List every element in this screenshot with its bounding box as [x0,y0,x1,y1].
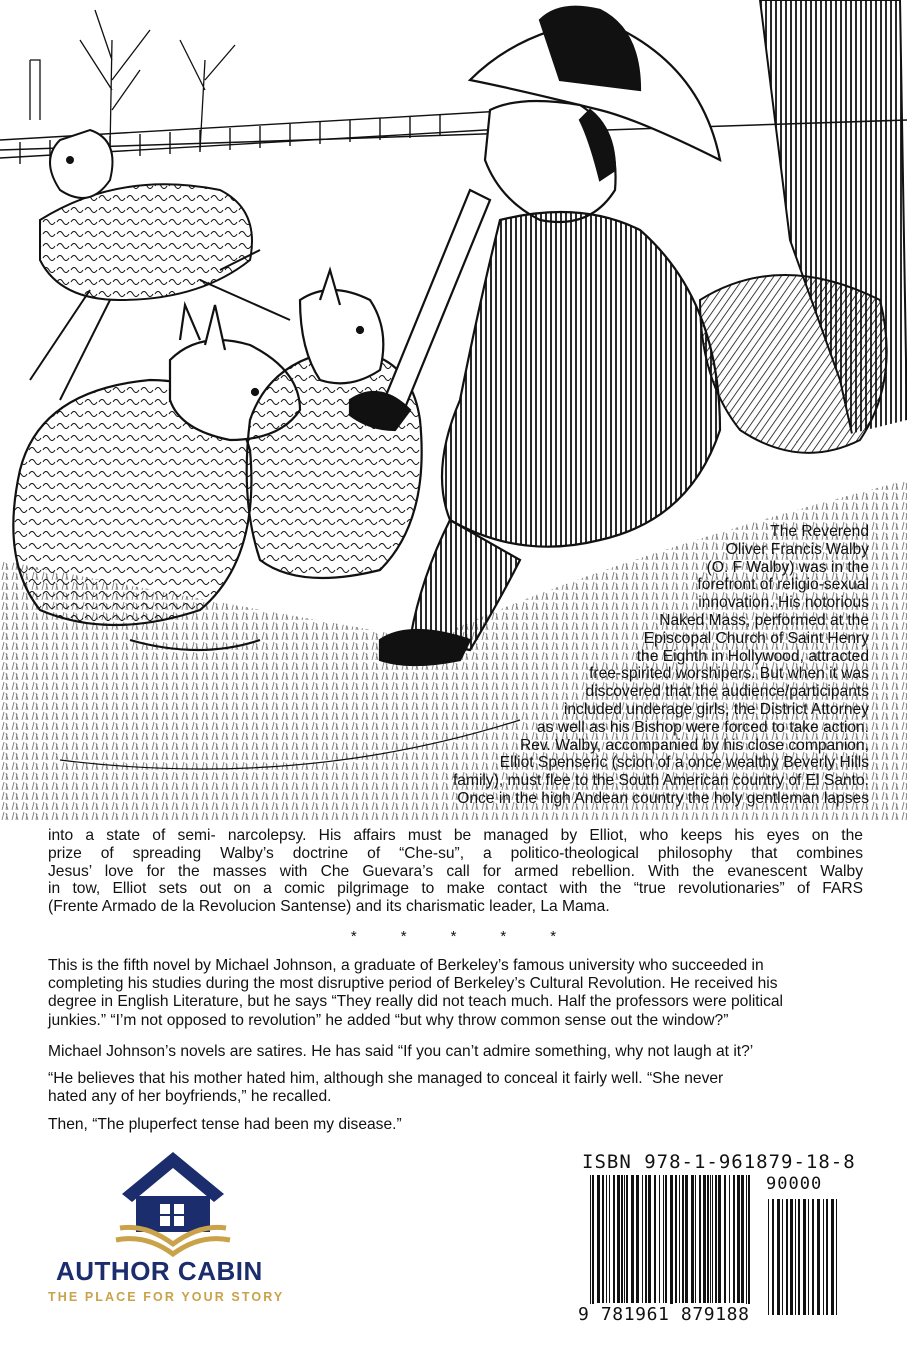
barcode-addon-bar [795,1199,796,1315]
barcode-bar [737,1175,740,1303]
blurb-line: innovation. His notorious [698,594,869,612]
barcode-addon-bar [790,1199,793,1315]
barcode-bar [712,1175,713,1303]
blurb-line: (Frente Armado de la Revolucion Santense) and its charismatic leader, La Mama. [48,898,610,916]
publisher-name: AUTHOR CABIN [56,1256,263,1286]
barcode-bar [645,1175,647,1303]
barcode-bar [729,1175,730,1303]
barcode-bar [592,1175,594,1315]
barcode-bar [617,1175,620,1303]
publisher-tagline: THE PLACE FOR YOUR STORY [48,1290,285,1304]
separator-star: * [500,928,507,945]
barcode-bar [741,1175,744,1303]
barcode-addon-bar [777,1199,780,1315]
blurb-line: in tow, Elliot sets out on a comic pilgrimage to make contact with the “true revolutionaries” of FARS [48,880,863,898]
blurb-line: as well as his Bishop were forced to take action. [537,718,869,736]
blurb-line: Jesus’ love for the masses with Che Guevara’s call for armed rebellion. With the evanescent Walby [48,862,863,880]
blurb-line: Rev. Walby, accompanied by his close companion, [519,736,869,754]
blurb-line: discovered that the audience/participants [585,683,869,701]
barcode-bar [691,1175,694,1303]
barcode-bar [642,1175,643,1303]
bio-line: junkies.” “I’m not opposed to revolution” he added “but why throw common sense out the window?” [48,1011,729,1029]
barcode-addon-bar [768,1199,769,1315]
price-code: 90000 [766,1174,823,1194]
barcode-addon-bar [831,1199,834,1315]
barcode-bar [682,1175,684,1303]
barcode-bar [602,1175,604,1303]
isbn-label: ISBN 978-1-961879-18-8 [582,1151,856,1173]
barcode-bar [710,1175,711,1303]
blurb-line: Elliot Spenseric (scion of a once wealthy Beverly Hills [499,754,869,772]
barcode-bar [699,1175,701,1303]
barcode-bar [648,1175,651,1303]
blurb-line: included underage girls, the District Attorney [563,700,869,718]
barcode-bar [659,1175,660,1303]
barcode-bar [746,1175,747,1315]
barcode-bar [715,1175,717,1303]
blurb-line: Naked Mass, performed at the [659,611,869,629]
barcode-addon-bar [823,1199,824,1315]
ean-digits: 9 781961 879188 [578,1304,750,1325]
blurb-right-aligned [349,523,869,808]
barcode-bar [606,1175,607,1303]
quote-line: “He believes that his mother hated him, although she managed to conceal it fairly well. “She never [48,1070,724,1087]
barcode-addon-bar [817,1199,820,1315]
blurb-line: into a state of semi- narcolepsy. His affairs must be managed by Elliot, who keeps his eyes on the [48,827,863,844]
separator-star: * [350,928,357,945]
house-icon [122,1152,224,1232]
barcode-bar [665,1175,667,1303]
barcode-addon-bar [812,1199,814,1315]
barcode-bar [685,1175,688,1303]
blurb-line: (O. F Walby) was in the [706,558,869,576]
mother-quote-paragraph [48,1070,863,1106]
barcode-bar [718,1175,721,1303]
barcode-bar [707,1175,709,1303]
blurb-line: prize of spreading Walby’s doctrine of “Che-su”, a politico-theological philosophy that combines [48,844,863,862]
barcode-bar [695,1175,696,1303]
blurb-line: the Eighth in Hollywood, attracted [636,647,869,665]
bio-line: completing his studies during the most disruptive period of Berkeley’s Cultural Revolution. He received his [48,975,778,993]
pluperfect-text: Then, “The pluperfect tense had been my disease.” [48,1116,402,1133]
separator-star: * [550,928,557,945]
blurb-full-width [48,827,863,916]
barcode-bar [609,1175,610,1303]
bio-line: This is the fifth novel by Michael Johnson, a graduate of Berkeley’s famous university who succeeded in [48,957,764,974]
barcode-bar [621,1175,623,1303]
section-separator [0,928,907,945]
barcode-addon-bar [798,1199,800,1315]
barcode-bar [590,1175,591,1315]
barcode-bar [670,1175,673,1315]
blurb-line: Once in the high Andean country the holy gentleman lapses [457,789,869,807]
barcode-bar [613,1175,615,1303]
barcode-bar [654,1175,656,1303]
barcode-bar [675,1175,677,1303]
barcode-bar [597,1175,600,1303]
ean-barcode [590,1175,840,1325]
barcode-addon-bar [772,1199,774,1315]
separator-star: * [450,928,457,945]
barcode-bar [663,1175,664,1303]
blurb-line: Oliver Francis Walby [725,540,869,558]
barcode-bar [636,1175,639,1303]
barcode-bar [703,1175,706,1303]
barcode-bar [626,1175,628,1303]
blurb-line: family), must flee to the South American country of El Santo. [452,772,869,790]
pluperfect-paragraph [48,1116,863,1134]
barcode-addon-bar [808,1199,809,1315]
barcode-addon-bar [782,1199,783,1315]
barcode-addon-bar [826,1199,828,1315]
barcode-addon-bar [786,1199,788,1315]
satire-text: Michael Johnson’s novels are satires. He has said “If you can’t admire something, why not laugh at it?’ [48,1043,754,1060]
author-bio [48,957,863,1030]
bio-line: degree in English Literature, but he says “They really did not teach much. Half the professors were political [48,993,784,1011]
barcode-bar [679,1175,680,1303]
barcode-bar [733,1175,735,1303]
barcode-bar [724,1175,726,1303]
quote-line: hated any of her boyfriends,” he recalled. [48,1088,332,1106]
satire-paragraph [48,1043,863,1061]
barcode-addon-bar [803,1199,806,1315]
barcode-bar [748,1175,750,1315]
blurb-line: The Reverend [770,523,869,540]
blurb-line: forefront of religio-sexual [697,576,869,594]
blurb-line: Episcopal Church of Saint Henry [643,629,869,647]
separator-star: * [400,928,407,945]
barcode-bar [631,1175,634,1303]
blurb-line: free-spirited worshipers. But when it was [589,665,869,683]
barcode-bar [624,1175,625,1303]
barcode-addon-bar [836,1199,837,1315]
